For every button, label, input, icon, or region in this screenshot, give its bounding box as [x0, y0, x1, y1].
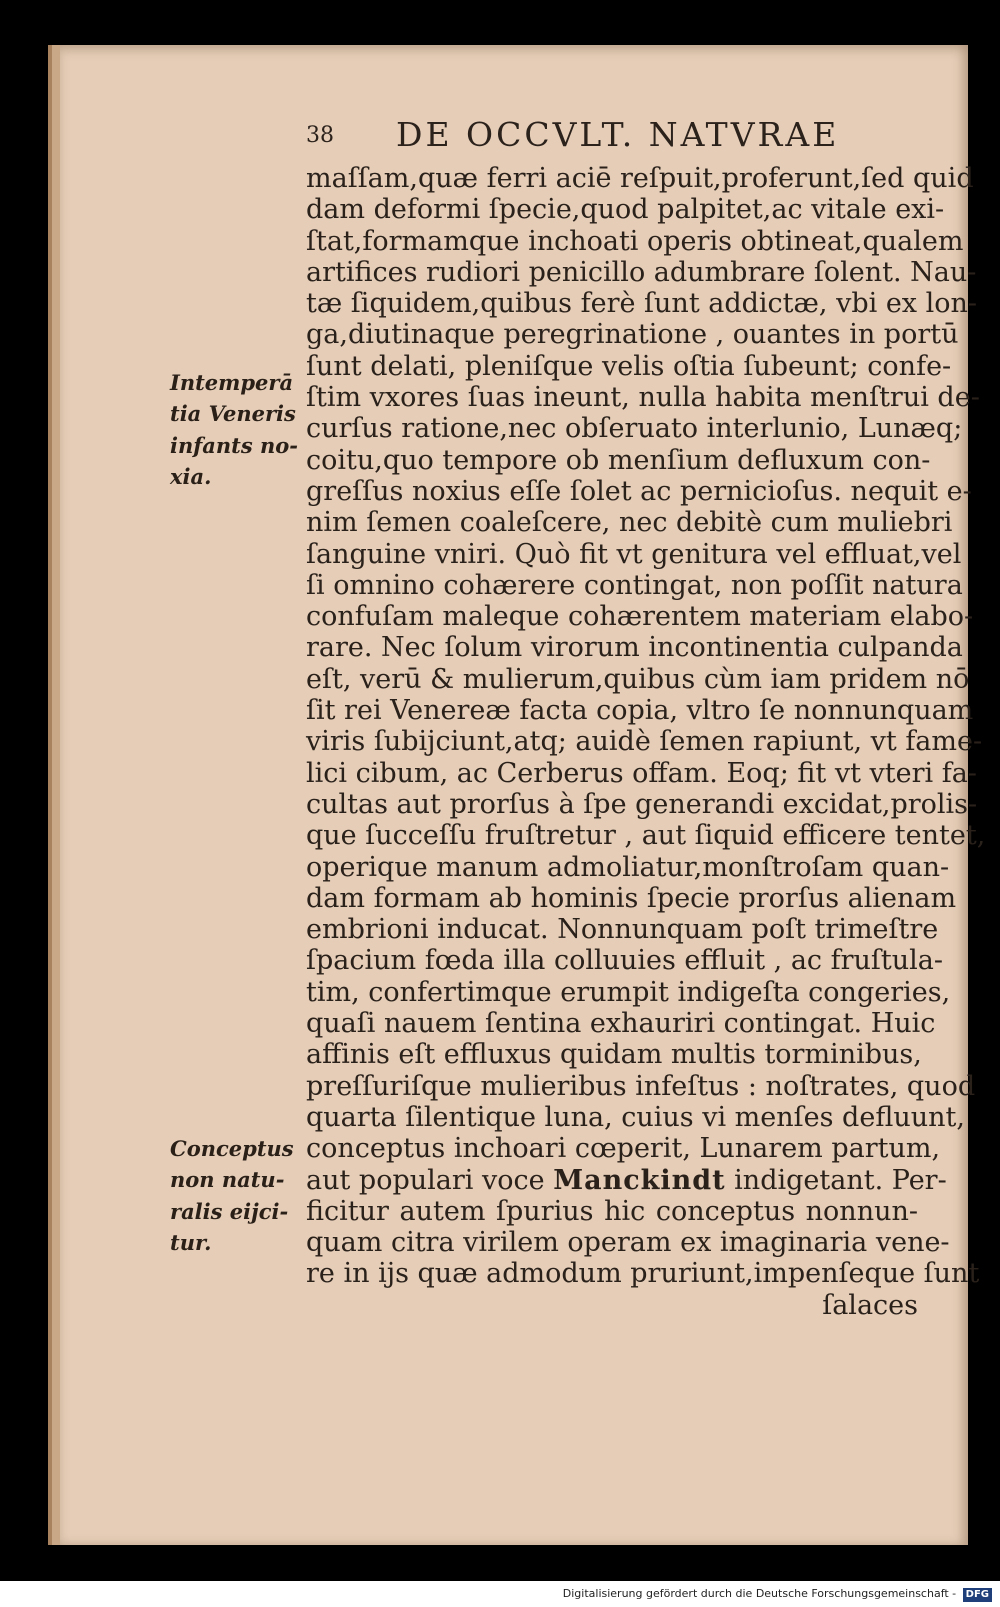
- text-line: ſtat,formamque inchoati operis obtineat,qualem: [306, 225, 964, 257]
- text-line: rare. Nec ſolum virorum incontinentia culpanda: [306, 632, 963, 664]
- text-line: operique manum admoliatur,monſtroſam quan-: [306, 851, 950, 883]
- text-line: ficitur autem ſpurius hic conceptus nonnun-: [306, 1195, 918, 1227]
- text-line: tim, confertimque erumpit indigeſta congeries,: [306, 976, 951, 1008]
- text-line: quam citra virilem operam ex imaginaria vene-: [306, 1227, 950, 1259]
- gothic-word: Manckindt: [553, 1164, 726, 1196]
- text-line: viris ſubijciunt,atq; auidè ſemen rapiunt, vt fame-: [306, 726, 983, 758]
- text-line-gothic: [306, 1164, 947, 1196]
- margin-note-line: tia Veneris: [170, 401, 296, 427]
- footer-credit: Digitalisierung gefördert durch die Deutsche Forschungsgemeinschaft -: [562, 1587, 957, 1600]
- dfg-logo: DFG: [963, 1588, 992, 1602]
- text-line: cultas aut prorſus à ſpe generandi excidat,prolis-: [306, 788, 978, 820]
- text-line: dam formam ab hominis ſpecie prorſus alienam: [306, 882, 957, 914]
- text-line: quarta ſilentique luna, cuius vi menſes defluunt,: [306, 1101, 965, 1133]
- text-line: preſſuriſque mulieribus infeſtus : noſtrates, quod: [306, 1070, 976, 1102]
- text-line: curſus ratione,nec obſeruato interlunio, Lunæq;: [306, 413, 963, 445]
- margin-note-line: non natu-: [170, 1167, 285, 1193]
- text-line: ſtim vxores ſuas ineunt, nulla habita menſtrui de-: [306, 382, 980, 414]
- catchword: ſalaces: [822, 1289, 918, 1321]
- text-line: que ſucceſſu fruſtretur , aut ſiquid efficere tentet,: [306, 820, 986, 852]
- text-line: conceptus inchoari cœperit, Lunarem partum,: [306, 1133, 941, 1165]
- text-line: ſi omnino cohærere contingat, non poſſit natura: [306, 569, 963, 601]
- text-line: ga,diutinaque peregrinatione , ouantes in portū: [306, 319, 959, 351]
- running-head: DE OCCVLT. NATVRAE: [396, 115, 840, 154]
- text-line: re in ijs quæ admodum pruriunt,impenſeque ſunt: [306, 1258, 980, 1290]
- margin-note-line: ralis eijci-: [170, 1198, 289, 1224]
- text-line: confuſam maleque cohærentem materiam elabo-: [306, 601, 974, 633]
- text-line: affinis eſt effluxus quidam multis torminibus,: [306, 1039, 922, 1071]
- body-text: [306, 163, 986, 1321]
- text-line: greſſus noxius eſſe ſolet ac pernicioſus. nequit e-: [306, 475, 972, 507]
- margin-note-line: Intemperā: [170, 370, 294, 395]
- text-fragment: aut populari voce: [306, 1164, 554, 1196]
- text-line: lici cibum, ac Cerberus offam. Eoq; fit vt vteri fa-: [306, 757, 977, 789]
- text-line: dam deformi ſpecie,quod palpitet,ac vitale exi-: [306, 194, 945, 226]
- digitization-footer: [557, 1585, 992, 1603]
- text-line: eſt, verū & mulierum,quibus cùm iam pridem nō: [306, 663, 970, 695]
- text-line: quaſi nauem ſentina exhauriri contingat. Huic: [306, 1008, 936, 1040]
- margin-note-line: Conceptus: [170, 1136, 294, 1161]
- text-line: nim ſemen coaleſcere, nec debitè cum muliebri: [306, 507, 953, 539]
- text-line: ſanguine vniri. Quò fit vt genitura vel effluat,vel: [306, 538, 962, 570]
- text-line: ſpacium fœda illa colluuies effluit , ac fruſtula-: [306, 945, 944, 977]
- page-header: [306, 115, 866, 163]
- text-line: artifices rudiori penicillo adumbrare ſolent. Nau-: [306, 256, 977, 288]
- text-line: tæ ſiquidem,quibus ferè ſunt addictæ, vbi ex lon-: [306, 288, 978, 320]
- text-line: embrioni inducat. Nonnunquam poſt trimeſtre: [306, 914, 939, 946]
- text-fragment: indigetant. Per-: [725, 1164, 947, 1196]
- text-line: ſit rei Venereæ facta copia, vltro ſe nonnunquam: [306, 695, 974, 727]
- margin-note: [170, 367, 298, 492]
- margin-note: [170, 1133, 294, 1258]
- text-line: ſunt delati, pleniſque velis oſtia ſubeunt; confe-: [306, 350, 952, 382]
- page-binding-edge: [48, 45, 52, 1545]
- margin-note-line: tur.: [170, 1229, 212, 1255]
- margin-note-line: xia.: [170, 463, 212, 489]
- text-line: coitu,quo tempore ob menſium defluxum con-: [306, 444, 931, 476]
- text-line: maſſam,quæ ferri aciē reſpuit,proferunt,ſed quid: [306, 163, 974, 194]
- page-number: 38: [306, 123, 334, 148]
- margin-note-line: infants no-: [170, 432, 298, 458]
